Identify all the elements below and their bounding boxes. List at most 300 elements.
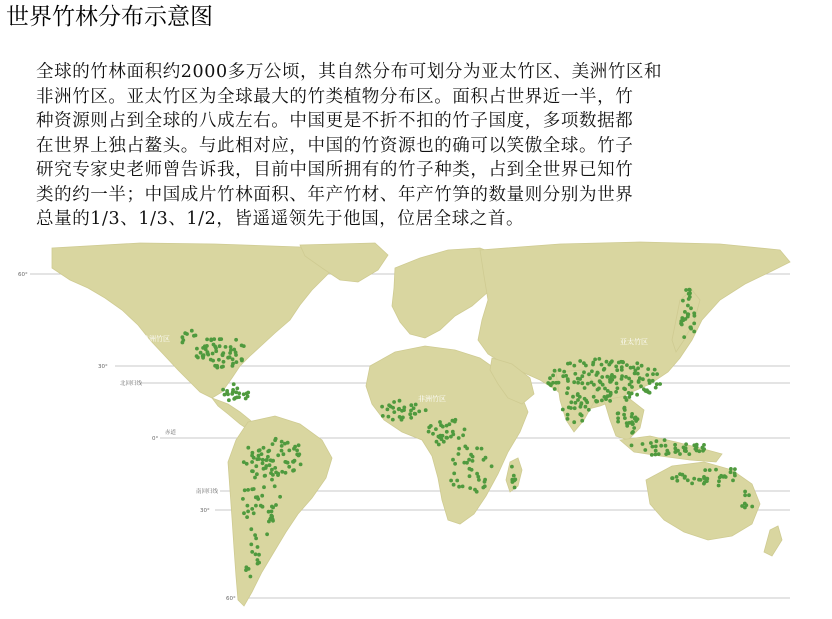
bamboo-dot (513, 486, 517, 490)
bamboo-dot (701, 446, 705, 450)
bamboo-dot (468, 467, 472, 471)
bamboo-dot (283, 442, 287, 446)
bamboo-dot (583, 386, 587, 390)
indonesia-land (620, 436, 722, 462)
bamboo-dot (253, 476, 257, 480)
bamboo-dot (688, 295, 692, 299)
bamboo-dot (381, 414, 385, 418)
bamboo-dot (202, 353, 206, 357)
bamboo-dot (624, 375, 628, 379)
bamboo-dot (510, 465, 514, 469)
bamboo-dot (586, 382, 590, 386)
bamboo-dot (598, 379, 602, 383)
lat-30s-label: 30° (200, 508, 210, 514)
bamboo-dot (484, 456, 488, 460)
bamboo-dot (576, 381, 580, 385)
bamboo-dot (453, 462, 457, 466)
bamboo-dot (264, 466, 268, 470)
bamboo-dot (657, 452, 661, 456)
bamboo-dot (263, 474, 267, 478)
bamboo-dot (658, 382, 662, 386)
bamboo-dot (627, 421, 631, 425)
bamboo-dot (655, 372, 659, 376)
bamboo-dot (680, 323, 684, 327)
bamboo-dot (297, 452, 301, 456)
bamboo-dot (649, 441, 653, 445)
bamboo-dot (605, 375, 609, 379)
bamboo-dot (269, 458, 273, 462)
bamboo-dot (249, 527, 253, 531)
bamboo-dot (689, 327, 693, 331)
bamboo-dot (270, 505, 274, 509)
bamboo-dot (630, 431, 634, 435)
bamboo-dot (218, 337, 222, 341)
bamboo-dot (291, 469, 295, 473)
bamboo-dot (442, 440, 446, 444)
lat-30n-label: 30° (98, 364, 108, 370)
bamboo-dot (431, 432, 435, 436)
bamboo-dot (576, 398, 580, 402)
bamboo-dot (480, 447, 484, 451)
bamboo-dot (587, 372, 591, 376)
tropic-cancer-label: 北回归线 (120, 381, 143, 387)
bamboo-dot (435, 440, 439, 444)
bamboo-dot (683, 476, 687, 480)
bamboo-dot (580, 401, 584, 405)
bamboo-dot (280, 470, 284, 474)
bamboo-dot (608, 399, 612, 403)
bamboo-dot (252, 511, 256, 515)
paragraph-line: 总量的1/3、1/3、1/2，皆遥遥领先于他国，位居全球之首。 (36, 209, 525, 229)
bamboo-dot (391, 406, 395, 410)
bamboo-dot (427, 426, 431, 430)
paragraph-line: 非洲竹区。亚太竹区为全球最大的竹类植物分布区。面积占世界近一半，竹 (36, 86, 634, 107)
bamboo-dot (576, 392, 580, 396)
bamboo-dot (386, 408, 390, 412)
bamboo-dot (380, 405, 384, 409)
bamboo-dot (218, 344, 222, 348)
bamboo-dot (461, 485, 465, 489)
bamboo-dot (463, 428, 467, 432)
bamboo-dot (215, 366, 219, 370)
bamboo-dot (295, 449, 299, 453)
bamboo-dot (412, 406, 416, 410)
bamboo-dot (553, 369, 557, 373)
bamboo-dot (616, 386, 620, 390)
bamboo-dot (254, 504, 258, 508)
bamboo-dot (270, 478, 274, 482)
bamboo-dot (608, 394, 612, 398)
bamboo-dot (635, 361, 639, 365)
bamboo-dot (670, 476, 674, 480)
land-masses (52, 242, 790, 606)
bamboo-dot (445, 424, 449, 428)
bamboo-dot (230, 392, 234, 396)
bamboo-dot (244, 568, 248, 572)
bamboo-dot (597, 357, 601, 361)
bamboo-dot (634, 416, 638, 420)
bamboo-dot (616, 416, 620, 420)
bamboo-dot (409, 403, 413, 407)
bamboo-dot (457, 485, 461, 489)
bamboo-dot (481, 486, 485, 490)
bamboo-dot (701, 449, 705, 453)
equator-degree-label: 0° (152, 436, 159, 442)
bamboo-dot (205, 338, 209, 342)
bamboo-dot (243, 488, 247, 492)
bamboo-dot (686, 312, 690, 316)
bamboo-dot (622, 413, 626, 417)
bamboo-dot (234, 338, 238, 342)
bamboo-dot (561, 408, 565, 412)
bamboo-dot (233, 396, 237, 400)
bamboo-dot (214, 349, 218, 353)
bamboo-dot (571, 395, 575, 399)
bamboo-dot (237, 391, 241, 395)
bamboo-dot (222, 360, 226, 364)
bamboo-dot (249, 543, 253, 547)
bamboo-dot (654, 453, 658, 457)
bamboo-dot (664, 444, 668, 448)
bamboo-dot (262, 485, 266, 489)
bamboo-dot (241, 497, 245, 501)
bamboo-dot (221, 388, 225, 392)
bamboo-dot (457, 447, 461, 451)
bamboo-dot (427, 430, 431, 434)
bamboo-dot (646, 367, 650, 371)
bamboo-dot (561, 374, 565, 378)
bamboo-dot (675, 475, 679, 479)
bamboo-dot (684, 442, 688, 446)
bamboo-dot (632, 426, 636, 430)
bamboo-dot (223, 393, 227, 397)
bamboo-dot (692, 322, 696, 326)
bamboo-dot (655, 439, 659, 443)
bamboo-dot (257, 553, 261, 557)
bamboo-dot (688, 291, 692, 295)
bamboo-dot (568, 361, 572, 365)
bamboo-dot (580, 419, 584, 423)
bamboo-dot (226, 356, 230, 360)
bamboo-dot (226, 392, 230, 396)
bamboo-dot (271, 442, 275, 446)
bamboo-dot (287, 449, 291, 453)
bamboo-dot (265, 532, 269, 536)
bamboo-dot (622, 387, 626, 391)
bamboo-dot (689, 306, 693, 310)
bamboo-dot (250, 454, 254, 458)
bamboo-dot (719, 474, 723, 478)
bamboo-dot (595, 400, 599, 404)
bamboo-dot (211, 352, 215, 356)
bamboo-dot (183, 331, 187, 335)
bamboo-dot (240, 344, 244, 348)
bamboo-dot (465, 447, 469, 451)
bamboo-dot (687, 452, 691, 456)
bamboo-dot (650, 453, 654, 457)
bamboo-dot (622, 407, 626, 411)
bamboo-dot (231, 362, 235, 366)
bamboo-dot (617, 361, 621, 365)
paragraph-line: 种资源则占到全球的八成左右。中国更是不折不扣的竹子国度，多项数据都 (36, 111, 634, 131)
bamboo-dot (673, 443, 677, 447)
bamboo-dot (595, 373, 599, 377)
bamboo-dot (592, 395, 596, 399)
bamboo-dot (609, 380, 613, 384)
bamboo-dot (246, 446, 250, 450)
bamboo-dot (229, 345, 233, 349)
bamboo-dot (653, 368, 657, 372)
bamboo-dot (221, 351, 225, 355)
bamboo-dot (255, 472, 259, 476)
bamboo-dot (613, 375, 617, 379)
bamboo-dot (717, 484, 721, 488)
bamboo-dot (468, 474, 472, 478)
bamboo-dot (654, 445, 658, 449)
bamboo-dot (572, 364, 576, 368)
bamboo-dot (284, 471, 288, 475)
bamboo-dot (733, 467, 737, 471)
bamboo-dot (217, 358, 221, 362)
bamboo-dot (414, 403, 418, 407)
bamboo-dot (630, 444, 634, 448)
bamboo-dot (703, 468, 707, 472)
bamboo-dot (609, 375, 613, 379)
bamboo-dot (256, 545, 260, 549)
bamboo-dot (616, 412, 620, 416)
bamboo-dot (651, 372, 655, 376)
bamboo-dot (273, 466, 277, 470)
bamboo-dot (729, 467, 733, 471)
bamboo-dot (276, 453, 280, 457)
bamboo-dot (615, 368, 619, 372)
bamboo-dot (227, 398, 231, 402)
bamboo-dot (655, 382, 659, 386)
bamboo-dot (199, 351, 203, 355)
bamboo-dot (280, 444, 284, 448)
bamboo-dot (697, 478, 701, 482)
bamboo-dot (441, 434, 445, 438)
bamboo-dot (596, 388, 600, 392)
bamboo-dot (647, 379, 651, 383)
bamboo-dot (562, 370, 566, 374)
bamboo-dot (572, 420, 576, 424)
bamboo-dot (206, 352, 210, 356)
bamboo-dot (590, 369, 594, 373)
bamboo-dot (224, 345, 228, 349)
bamboo-dot (623, 416, 627, 420)
bamboo-dot (743, 490, 747, 494)
bamboo-dot (565, 391, 569, 395)
bamboo-dot (245, 392, 249, 396)
bamboo-dot (250, 550, 254, 554)
bamboo-dot (255, 457, 259, 461)
bamboo-dot (231, 357, 235, 361)
bamboo-dot (258, 448, 262, 452)
bamboo-dot (408, 412, 412, 416)
bamboo-dot (231, 388, 235, 392)
bamboo-dot (620, 365, 624, 369)
bamboo-dot (250, 460, 254, 464)
lat-60n-label: 60° (18, 272, 28, 278)
bamboo-dot (692, 330, 696, 334)
bamboo-dot (731, 479, 735, 483)
bamboo-dot (274, 471, 278, 475)
bamboo-dot (714, 468, 718, 472)
bamboo-dot (654, 386, 658, 390)
bamboo-dot (684, 317, 688, 321)
bamboo-dot (387, 403, 391, 407)
bamboo-dot (271, 473, 275, 477)
bamboo-dot (684, 288, 688, 292)
bamboo-dot (242, 511, 246, 515)
bamboo-dot (483, 480, 487, 484)
bamboo-dot (549, 383, 553, 387)
bamboo-dot (620, 374, 624, 378)
bamboo-dot (686, 478, 690, 482)
bamboo-dot (557, 381, 561, 385)
bamboo-dot (558, 368, 562, 372)
bamboo-dot (262, 446, 266, 450)
asia-pacific-region-label: 亚太竹区 (620, 338, 648, 346)
new-zealand-land (764, 526, 782, 556)
bamboo-dot (392, 410, 396, 414)
bamboo-dot (282, 452, 286, 456)
bamboo-dot (592, 383, 596, 387)
bamboo-dot (461, 433, 465, 437)
bamboo-dot (747, 493, 751, 497)
bamboo-dot (602, 368, 606, 372)
bamboo-dot (628, 392, 632, 396)
bamboo-dot (708, 468, 712, 472)
bamboo-dot (733, 471, 737, 475)
bamboo-dot (445, 430, 449, 434)
bamboo-dot (452, 483, 456, 487)
bamboo-dot (453, 420, 457, 424)
bamboo-dot (212, 337, 216, 341)
bamboo-dot (260, 452, 264, 456)
bamboo-dot (578, 377, 582, 381)
bamboo-dot (451, 433, 455, 437)
bamboo-dot (692, 477, 696, 481)
bamboo-dot (273, 484, 277, 488)
bamboo-dot (686, 304, 690, 308)
bamboo-dot (398, 399, 402, 403)
bamboo-dot (195, 354, 199, 358)
bamboo-dot (398, 415, 402, 419)
bamboo-dot (628, 383, 632, 387)
south-america-land (228, 416, 332, 606)
bamboo-dot (297, 443, 301, 447)
bamboo-dot (615, 382, 619, 386)
bamboo-dot (566, 386, 570, 390)
bamboo-dot (434, 427, 438, 431)
bamboo-dot (237, 395, 241, 399)
map-svg (0, 238, 832, 615)
bamboo-dot (232, 382, 236, 386)
bamboo-dot (667, 451, 671, 455)
bamboo-dot (402, 408, 406, 412)
bamboo-dot (413, 412, 417, 416)
bamboo-dot (645, 388, 649, 392)
australia-land (646, 462, 760, 540)
bamboo-dot (270, 468, 274, 472)
bamboo-dot (635, 393, 639, 397)
bamboo-dot (690, 482, 694, 486)
bamboo-dot (235, 360, 239, 364)
bamboo-dot (705, 479, 709, 483)
bamboo-dot (566, 379, 570, 383)
bamboo-dot (512, 479, 516, 483)
bamboo-dot (645, 373, 649, 377)
bamboo-dot (264, 458, 268, 462)
bamboo-dot (212, 343, 216, 347)
bamboo-dot (254, 552, 258, 556)
bamboo-dot (625, 398, 629, 402)
bamboo-dot (614, 365, 618, 369)
bamboo-dot (195, 347, 199, 351)
bamboo-dot (582, 370, 586, 374)
tropic-capricorn-label: 南回归线 (196, 489, 219, 495)
bamboo-dot (717, 479, 721, 483)
bamboo-dot (471, 459, 475, 463)
north-america-land (52, 243, 345, 398)
page-title: 世界竹林分布示意图 (6, 4, 213, 30)
bamboo-dot (260, 494, 264, 498)
bamboo-dot (583, 397, 587, 401)
bamboo-dot (687, 288, 691, 292)
bamboo-dot (234, 351, 238, 355)
bamboo-dot (679, 319, 683, 323)
bamboo-dot (283, 460, 287, 464)
bamboo-dot (600, 375, 604, 379)
bamboo-dot (585, 401, 589, 405)
bamboo-dot (630, 415, 634, 419)
bamboo-dot (600, 363, 604, 367)
bamboo-dot (574, 401, 578, 405)
bamboo-dot (457, 452, 461, 456)
bamboo-dot (477, 478, 481, 482)
bamboo-dot (257, 561, 261, 565)
bamboo-dot (249, 575, 253, 579)
bamboo-dot (250, 507, 254, 511)
paragraph-line: 研究专家史老师曾告诉我，目前中国所拥有的竹子种类，占到全世界已知竹 (36, 160, 634, 180)
bamboo-dot (569, 406, 573, 410)
bamboo-dot (271, 518, 275, 522)
bamboo-dot (473, 488, 477, 492)
bamboo-dot (681, 473, 685, 477)
lat-60s-label: 60° (226, 596, 236, 602)
bamboo-dot (441, 425, 445, 429)
bamboo-dot (634, 369, 638, 373)
bamboo-dot (578, 359, 582, 363)
bamboo-dot (225, 389, 229, 393)
bamboo-dot (651, 379, 655, 383)
bamboo-dot (254, 464, 258, 468)
bamboo-dot (724, 475, 728, 479)
bamboo-dot (203, 344, 207, 348)
bamboo-dot (631, 422, 635, 426)
bamboo-dot (246, 488, 250, 492)
bamboo-dot (254, 495, 258, 499)
bamboo-dot (261, 458, 265, 462)
bamboo-dot (572, 380, 576, 384)
bamboo-dot (392, 400, 396, 404)
bamboo-dot (245, 462, 249, 466)
bamboo-dot (387, 415, 391, 419)
bamboo-dot (267, 510, 271, 514)
bamboo-dot (659, 444, 663, 448)
